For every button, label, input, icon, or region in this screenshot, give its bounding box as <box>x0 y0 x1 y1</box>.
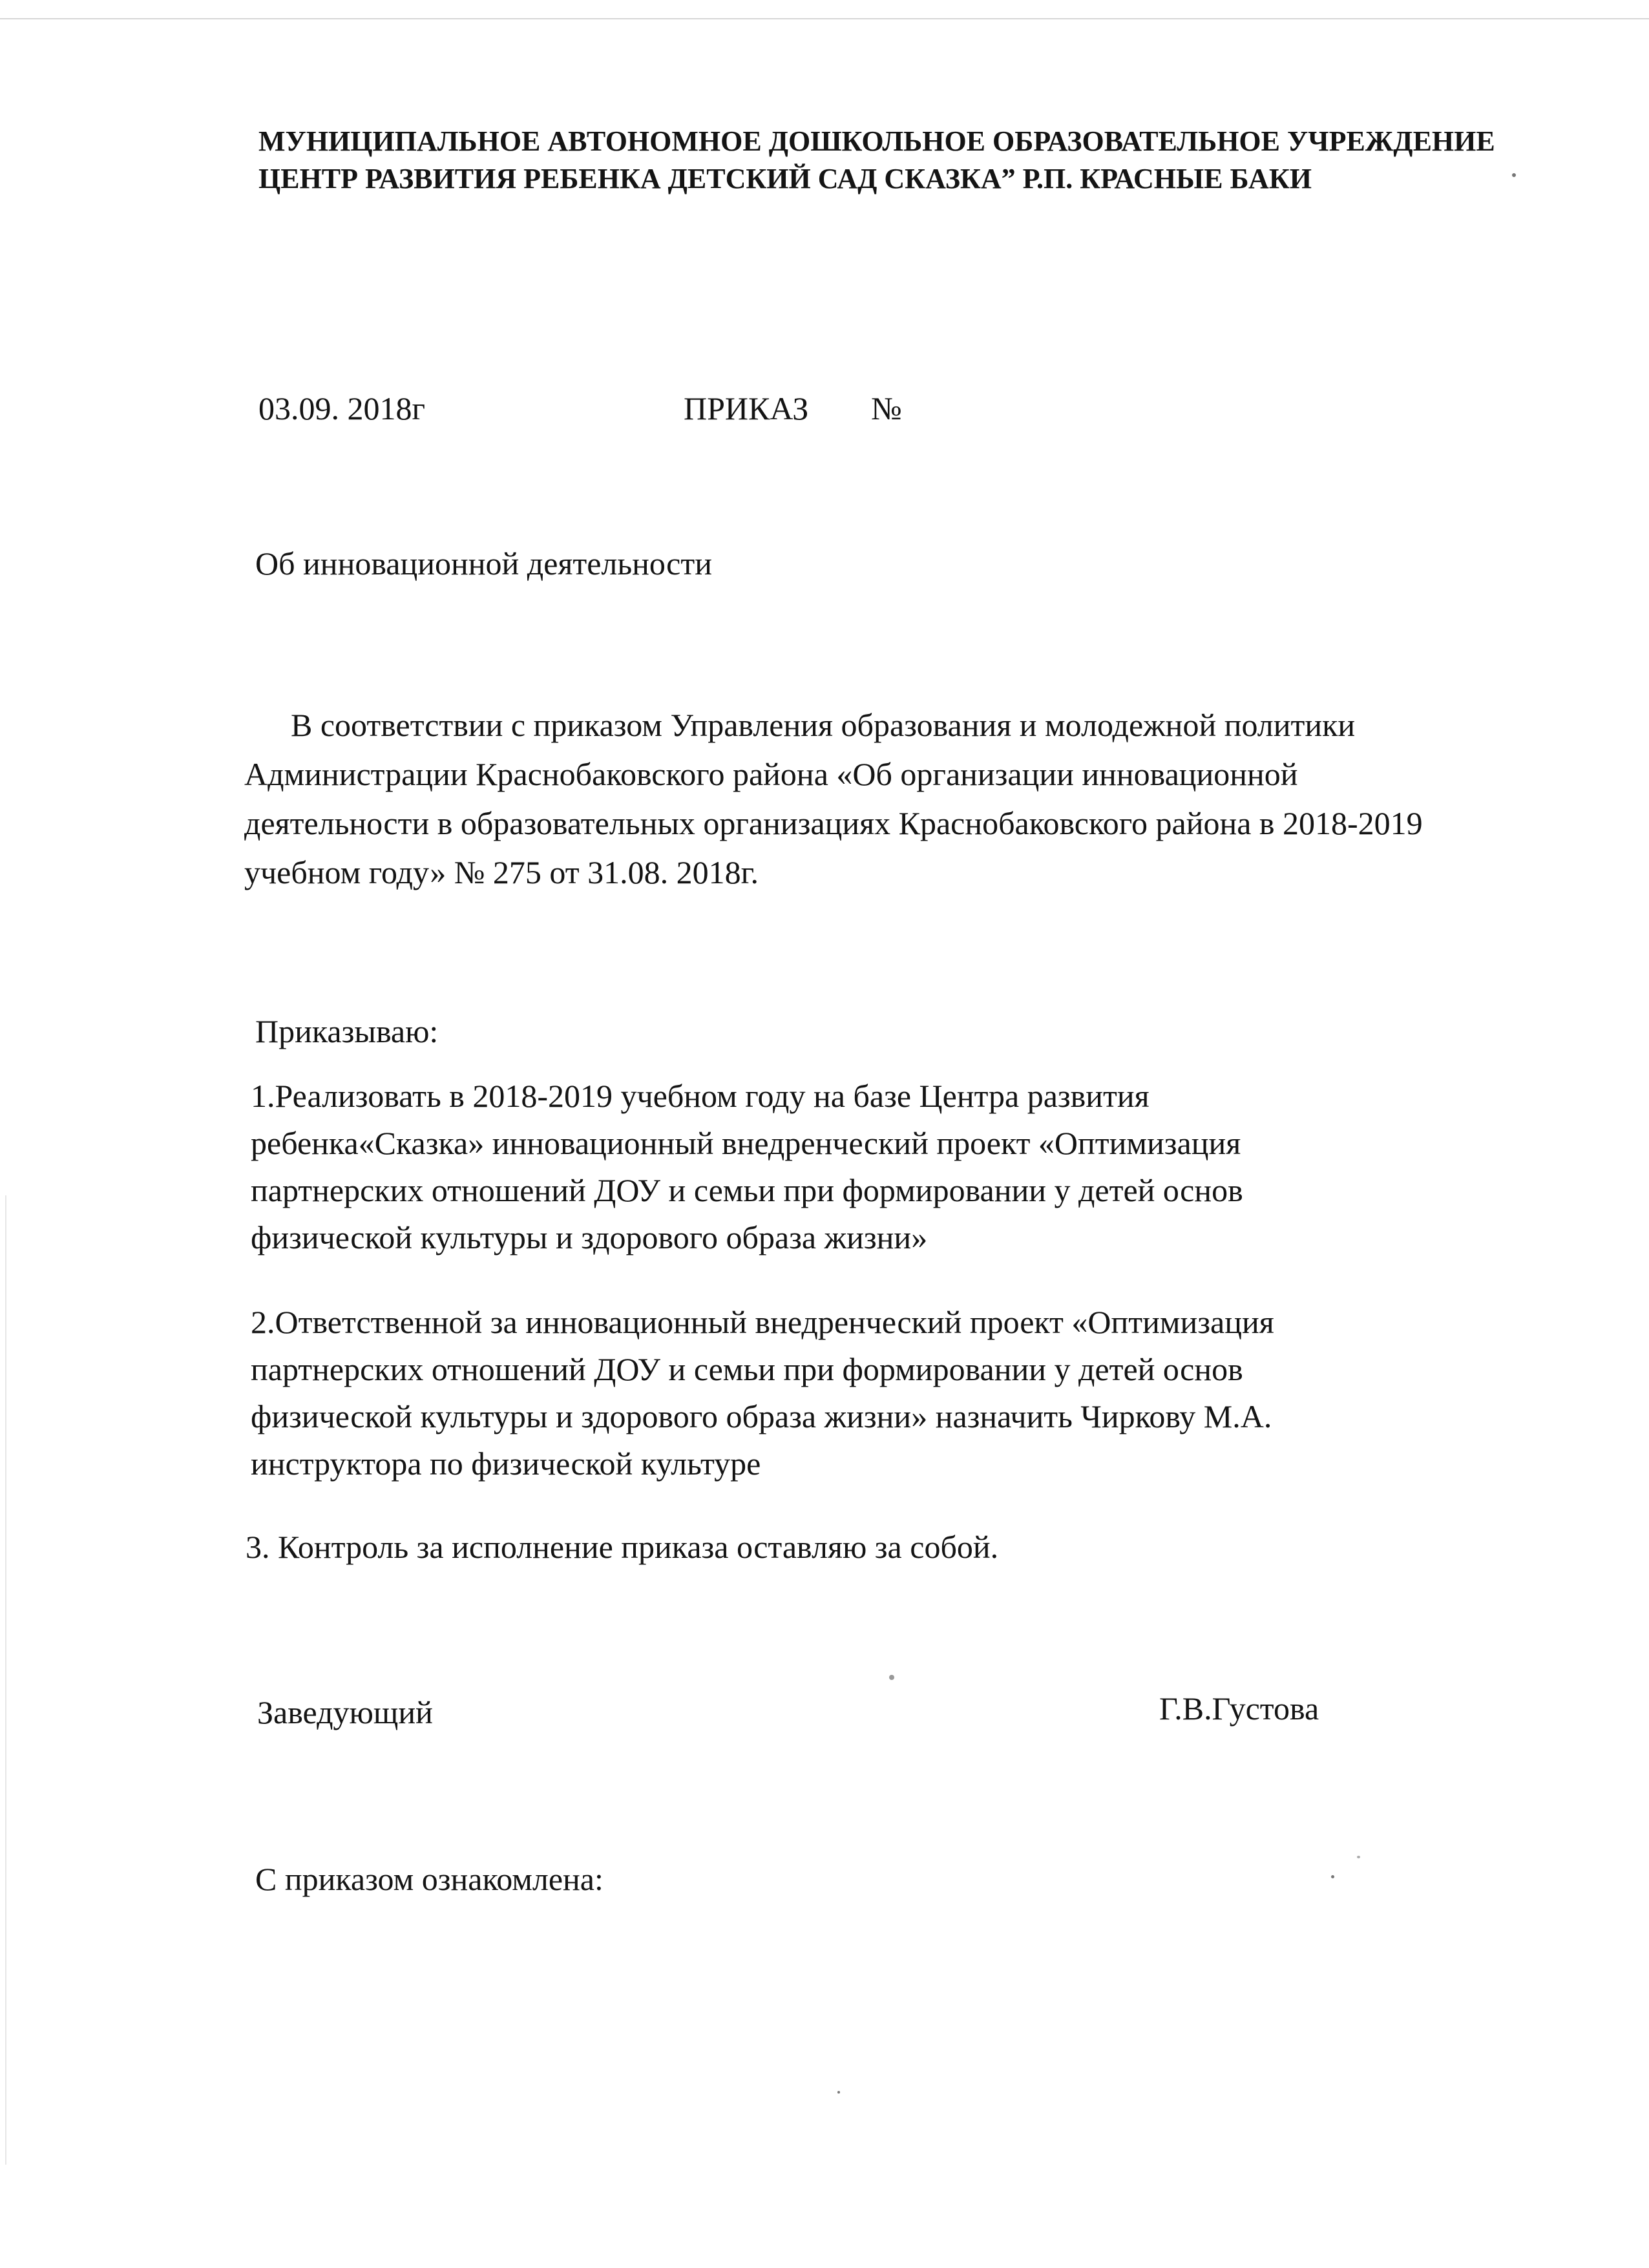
order-title: ПРИКАЗ <box>684 390 809 426</box>
preamble-line: Администрации Краснобаковского района «Об организации инновационной <box>244 756 1298 792</box>
scan-speck <box>1331 1875 1334 1878</box>
order-date: 03.09. 2018г <box>258 390 426 426</box>
preamble-paragraph <box>244 700 1640 897</box>
order-item-line: физической культуры и здорового образа жизни» <box>251 1219 928 1255</box>
scan-top-edge <box>0 18 1649 19</box>
order-item-line: физической культуры и здорового образа жизни» назначить Чиркову М.А. <box>251 1398 1272 1434</box>
order-item-1 <box>251 1073 1621 1261</box>
institution-header <box>258 123 1615 198</box>
acknowledgement-line: С приказом ознакомлена: <box>255 1861 604 1897</box>
preamble-line: деятельности в образовательных организациях Краснобаковского района в 2018-2019 <box>244 805 1423 841</box>
order-item-line: ребенка«Сказка» инновационный внедренческий проект «Оптимизация <box>251 1125 1241 1161</box>
order-item-line: 2.Ответственной за инновационный внедренческий проект «Оптимизация <box>251 1304 1274 1340</box>
scan-speck <box>837 2091 840 2094</box>
order-item-line: партнерских отношений ДОУ и семьи при формировании у детей основ <box>251 1351 1243 1387</box>
scan-speck <box>1512 173 1516 177</box>
order-item-line: 1.Реализовать в 2018-2019 учебном году на базе Центра развития <box>251 1078 1150 1114</box>
order-directive-word: Приказываю: <box>255 1013 439 1049</box>
order-item-line: партнерских отношений ДОУ и семьи при формировании у детей основ <box>251 1172 1243 1208</box>
preamble-line: В соответствии с приказом Управления образования и молодежной политики <box>291 707 1356 743</box>
order-subject: Об инновационной деятельности <box>255 545 712 582</box>
order-item-2 <box>251 1299 1621 1487</box>
order-item-3: 3. Контроль за исполнение приказа оставляю за собой. <box>246 1529 999 1565</box>
signatory-name: Г.В.Густова <box>1159 1690 1319 1727</box>
order-number-sign: № <box>871 390 902 426</box>
order-item-line: инструктора по физической культуре <box>251 1445 761 1482</box>
preamble-line: учебном году» № 275 от 31.08. 2018г. <box>244 854 759 890</box>
scan-left-edge <box>5 1195 6 2165</box>
scan-speck <box>1357 1856 1360 1858</box>
signatory-role: Заведующий <box>257 1694 433 1730</box>
institution-header-line-1: МУНИЦИПАЛЬНОЕ АВТОНОМНОЕ ДОШКОЛЬНОЕ ОБРАЗОВАТЕЛЬНОЕ УЧРЕЖДЕНИЕ <box>258 125 1495 157</box>
institution-header-line-2: ЦЕНТР РАЗВИТИЯ РЕБЕНКА ДЕТСКИЙ САД СКАЗКА” Р.П. КРАСНЫЕ БАКИ <box>258 163 1312 194</box>
scan-speck <box>889 1675 894 1680</box>
